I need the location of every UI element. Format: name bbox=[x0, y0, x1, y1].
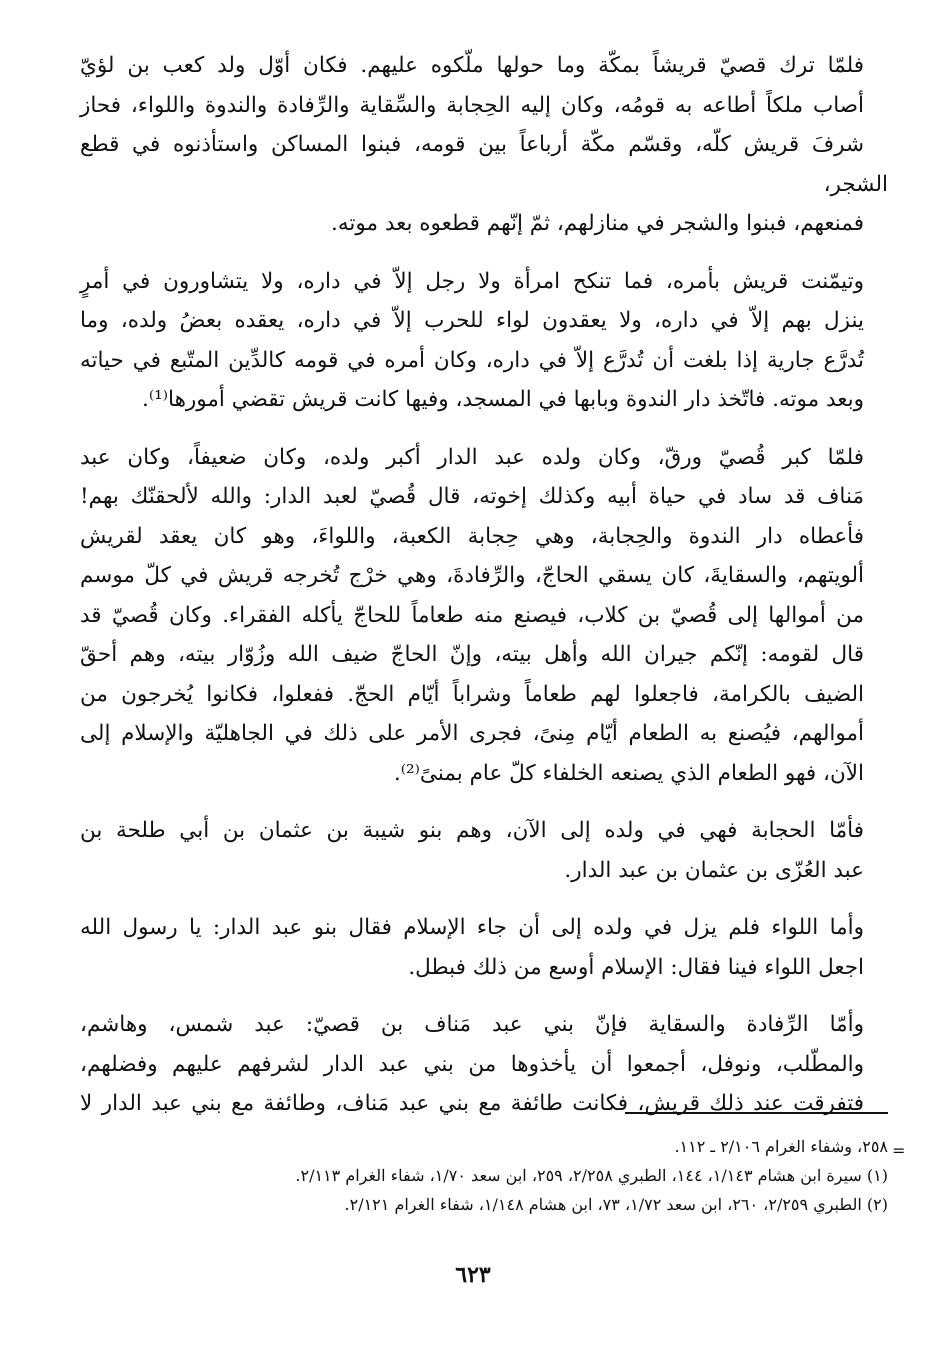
text-line: مَناف قد ساد في حياة أبيه وكذلك إخوته، قال قُصيّ لعبد الدار: والله لألحقنّك بهم! bbox=[80, 484, 864, 509]
text-line: فلمّا كبر قُصيّ ورقّ، وكان ولده عبد الدار أكبر ولده، وكان ضعيفاً، وكان عبد bbox=[80, 444, 864, 470]
text-line: أصاب ملكاً أطاعه به قومُه، وكان إليه الحِجابة والسِّقاية والرِّفادة والندوة واللواء، فحاز bbox=[80, 92, 864, 118]
text-line: شرفَ قريش كلّه، وقسّم مكّة أرباعاً بين قومه، فبنوا المساكن واستأذنوه في قطع الشجر، bbox=[80, 132, 888, 197]
footnote-line: ٢٥٨، وشفاء الغرام ٢/١٠٦ ـ ١١٢. bbox=[674, 1137, 888, 1156]
footnote-continuation-mark: = bbox=[892, 1141, 906, 1160]
text-line: فلمّا ترك قصيّ قريشاً بمكّة وما حولها ملّكوه عليهم. فكان أوّل ولد كعب بن لؤيّ bbox=[80, 53, 864, 78]
text-line: فأمّا الحجابة فهي في ولده إلى الآن، وهم بنو شيبة بن عثمان بن أبي طلحة بن bbox=[80, 818, 864, 843]
text-line: وأمّا الرِّفادة والسقاية فإنّ بني عبد مَناف بن قصيّ: عبد شمس، وهاشم، bbox=[80, 1012, 864, 1037]
text-line: قال لقومه: إنّكم جيران الله وأهل بيته، وإنّ الحاجّ ضيف الله وزُوّار بيته، وهم أحقّ bbox=[80, 642, 864, 667]
text-line: والمطّلب، ونوفل، أجمعوا أن يأخذوها من بني عبد الدار لشرفهم عليهم وفضلهم، bbox=[80, 1051, 864, 1077]
main-text bbox=[80, 46, 888, 1124]
text-line: ينزل بهم إلاّ في داره، ولا يعقدون لواء للحرب إلاّ في داره، يعقده بعضُ ولده، وما bbox=[80, 308, 864, 333]
footnotes bbox=[120, 1132, 888, 1219]
paragraph-5 bbox=[80, 908, 888, 987]
text-line: اجعل اللواء فينا فقال: الإسلام أوسع من ذلك فبطل. bbox=[408, 954, 864, 980]
text-line: فتفرقت عند ذلك قريش، فكانت طائفة مع بني عبد مَناف، وطائفة مع بني عبد الدار لا bbox=[80, 1091, 864, 1116]
text-line: ألويتهم، والسقايةَ، كان يسقي الحاجّ، والرِّفادةَ، وهي خرْج تُخرجه قريش في كلّ موسم bbox=[80, 563, 864, 588]
text-line: وأما اللواء فلم يزل في ولده إلى أن جاء الإسلام فقال بنو عبد الدار: يا رسول الله bbox=[80, 915, 864, 940]
text-line: الآن، فهو الطعام الذي يصنعه الخلفاء كلّ عام بمنىً⁽²⁾. bbox=[393, 760, 864, 786]
paragraph-3 bbox=[80, 438, 888, 794]
text-line: الضيف بالكرامة، فاجعلوا لهم طعاماً وشراباً أيّام الحجّ. ففعلوا، فكانوا يُخرجون من bbox=[80, 681, 864, 707]
text-line: وبعد موته. فاتّخذ دار الندوة وبابها في المسجد، وفيها كانت قريش تقضي أمورها⁽¹⁾. bbox=[142, 387, 864, 412]
paragraph-1 bbox=[80, 46, 888, 244]
footnote-divider bbox=[625, 1112, 888, 1114]
footnote-line: (٢) الطبري ٢/٢٥٩، ٢٦٠، ابن سعد ١/٧٢، ٧٣، ابن هشام ١/١٤٨، شفاء الغرام ٢/١٢١. bbox=[344, 1195, 888, 1214]
paragraph-2 bbox=[80, 262, 888, 420]
text-line: عبد العُزّى بن عثمان بن عبد الدار. bbox=[564, 857, 864, 883]
paragraph-6 bbox=[80, 1005, 888, 1124]
text-line: من أموالها إلى قُصيّ بن كلاب، فيصنع منه طعاماً للحاجّ يأكله الفقراء. وكان قُصيّ قد bbox=[80, 602, 864, 628]
footnote-line: (١) سيرة ابن هشام ١/١٤٣، ١٤٤، الطبري ٢/٢٥٨، ٢٥٩، ابن سعد ١/٧٠، شفاء الغرام ٢/١١٣. bbox=[295, 1166, 888, 1185]
text-line: فأعطاه دار الندوة والحِجابة، وهي حِجابة الكعبة، واللواءَ، وهو كان يعقد لقريش bbox=[80, 523, 864, 549]
paragraph-4 bbox=[80, 811, 888, 890]
text-line: تُدرَّع جارية إذا بلغت أن تُدرَّع إلاّ في داره، وكان أمره في قومه كالدِّين المتّبع في حياته bbox=[80, 347, 864, 373]
text-line: فمنعهم، فبنوا والشجر في منازلهم، ثمّ إنّهم قطعوه بعد موته. bbox=[331, 211, 864, 236]
text-line: أموالهم، فيُصنع به الطعام أيّام مِنىً، فجرى الأمر على ذلك في الجاهليّة والإسلام إلى bbox=[80, 721, 864, 746]
page-number: ٦٢٣ bbox=[455, 1262, 491, 1288]
text-line: وتيمّنت قريش بأمره، فما تنكح امرأة ولا رجل إلاّ في داره، ولا يتشاورون في أمرٍ bbox=[80, 268, 864, 294]
